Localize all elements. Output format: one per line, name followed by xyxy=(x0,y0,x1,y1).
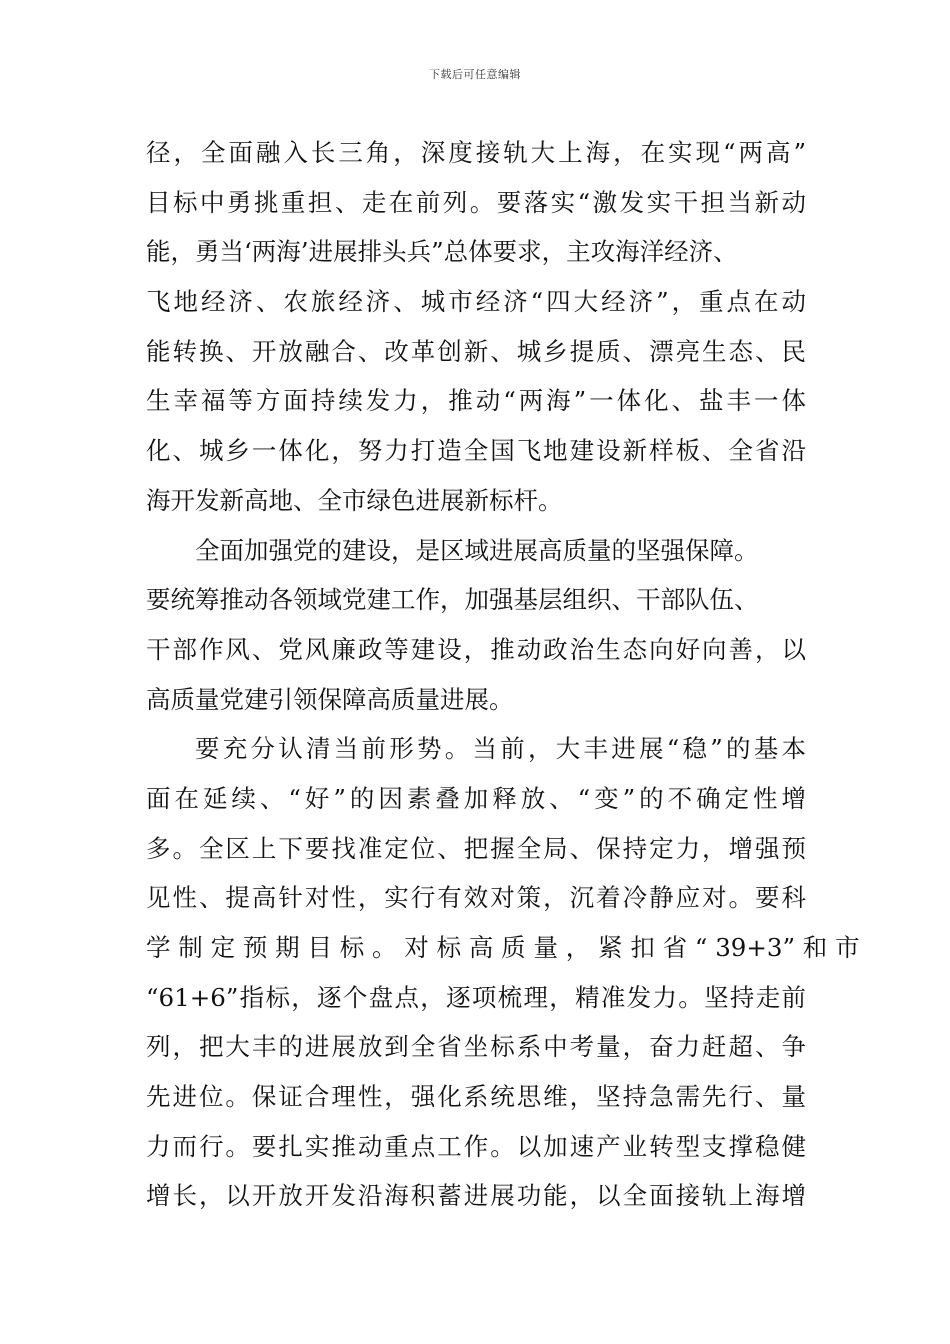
text-line: 要统筹推动各领域党建工作，加强基层组织、干部队伍、 xyxy=(146,585,759,615)
text-line: 干部作风、党风廉政等建设，推动政治生态向好向善，以 xyxy=(146,634,806,664)
text-line: 化、城乡一体化，努力打造全国飞地建设新样板、全省沿 xyxy=(146,436,806,466)
text-line: 增长，以开放开发沿海积蓄进展功能，以全面接轨上海增 xyxy=(146,1181,806,1211)
text-line: 海开发新高地、全市绿色进展新标杆。 xyxy=(146,485,563,515)
paragraph-first-line: 全面加强党的建设，是区域进展高质量的坚强保障。 xyxy=(195,535,759,565)
paragraph-first-line: 要充分认清当前形势。当前，大丰进展“稳”的基本 xyxy=(195,734,806,764)
page-header: 下载后可任意编辑 xyxy=(429,68,521,81)
text-line: 能转换、开放融合、改革创新、城乡提质、漂亮生态、民 xyxy=(146,336,806,366)
text-line: 学 制 定 预 期 目 标 。 对 标 高 质 量 ， 紧 扣 省 “ 39+3” 和 市 xyxy=(146,933,860,962)
text-line: 先进位。保证合理性，强化系统思维，坚持急需先行、量 xyxy=(146,1082,806,1112)
text-line: 生幸福等方面持续发力，推动“两海”一体化、盐丰一体 xyxy=(146,386,806,416)
text-line: 目标中勇挑重担、走在前列。要落实“激发实干担当新动 xyxy=(146,187,806,217)
document-body xyxy=(146,128,860,1221)
text-line: 力而行。要扎实推动重点工作。以加速产业转型支撑稳健 xyxy=(146,1131,806,1161)
text-line: “61+6”指标，逐个盘点，逐项梳理，精准发力。坚持走前 xyxy=(146,982,806,1012)
text-line: 面在延续、“好”的因素叠加释放、“变”的不确定性增 xyxy=(146,783,806,813)
text-line: 列，把大丰的进展放到全省坐标系中考量，奋力赶超、争 xyxy=(146,1032,806,1062)
text-line: 径，全面融入长三角，深度接轨大上海，在实现“两高” xyxy=(146,138,806,167)
text-line: 见性、提高针对性，实行有效对策，沉着冷静应对。要科 xyxy=(146,883,806,913)
text-line: 多。全区上下要找准定位、把握全局、保持定力，增强预 xyxy=(146,833,806,863)
text-line: 高质量党建引领保障高质量进展。 xyxy=(146,684,514,714)
text-line: 飞地经济、农旅经济、城市经济“四大经济”，重点在动 xyxy=(146,287,806,317)
text-line: 能，勇当‘两海’进展排头兵”总体要求，主攻海洋经济、 xyxy=(146,237,738,267)
